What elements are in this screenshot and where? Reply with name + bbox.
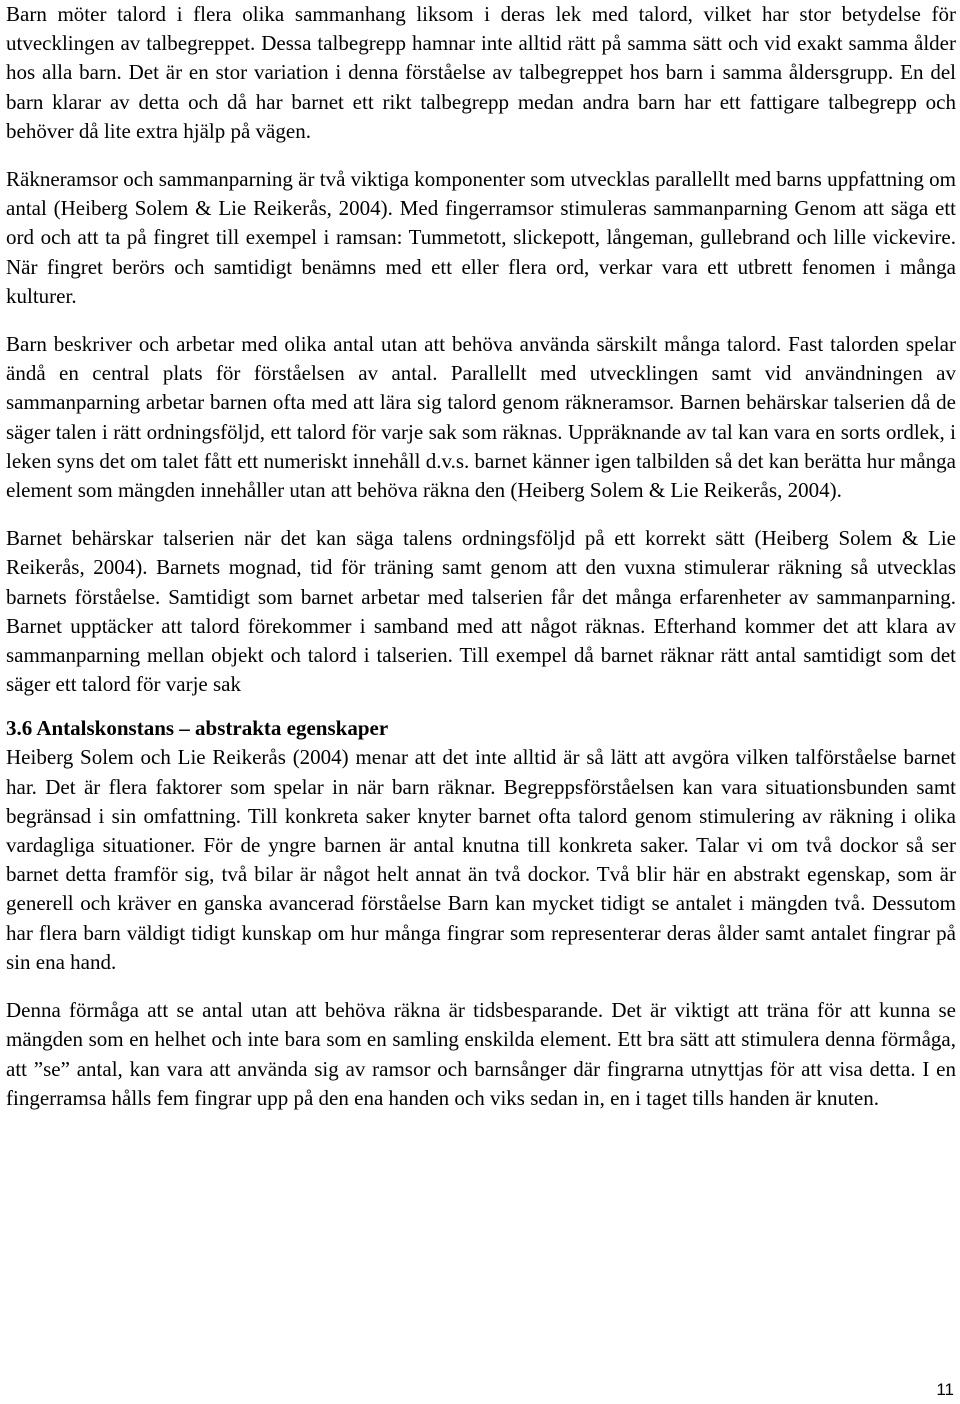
paragraph-talserien: Barnet behärskar talserien när det kan säga talens ordningsföljd på ett korrekt sätt (Heiberg Solem & Lie Reikerås, 2004). Barnets mognad, tid för träning samt genom att den vuxna stimulerar räkning så utvecklas barnets förståelse. Samtidigt som barnet arbetar med talserien får det många erfarenheter av sammanparning. Barnet upptäcker att talord förekommer i samband med att något räknas. Efterhand kommer det att klara av sammanparning mellan objekt och talord i talserien. Till exempel då barnet räknar rätt antal samtidigt som det säger ett talord för varje sak [6, 526, 956, 697]
section-heading: 3.6 Antalskonstans – abstrakta egenskaper [6, 716, 389, 741]
paragraph-antalskonstans: Heiberg Solem och Lie Reikerås (2004) menar att det inte alltid är så lätt att avgöra vilken talförståelse barnet har. Det är flera faktorer som spelar in när barn räknar. Begreppsförståelsen kan vara situationsbunden samt begränsad i sin omfattning. Till konkreta saker knyter barnet ofta talord genom stimulering av räkning i olika vardagliga situationer. För de yngre barnen är antal knutna till konkreta saker. Talar vi om två dockor så ser barnet detta framför sig, två bilar är något helt annat än två dockor. Två blir här en abstrakt egenskap, som är generell och kräver en ganska avancerad förståelse Barn kan mycket tidigt se antalet i mängden två. Dessutom har flera barn väldigt tidigt kunskap om hur många fingrar som representerar deras ålder samt antalet fingrar på sin ena hand. [6, 745, 956, 974]
paragraph-gap [6, 505, 956, 524]
paragraph-gap [6, 977, 956, 996]
document-page [6, 0, 956, 1113]
paragraph-gap [6, 311, 956, 330]
paragraph-gap [6, 699, 956, 713]
paragraph-talord: Barn möter talord i flera olika sammanhang liksom i deras lek med talord, vilket har stor betydelse för utvecklingen av talbegreppet. Dessa talbegrepp hamnar inte alltid rätt på samma sätt och vid exakt samma ålder hos alla barn. Det är en stor variation i denna förståelse av talbegreppet hos barn i samma åldersgrupp. En del barn klarar av detta och då har barnet ett rikt talbegrepp medan andra barn har ett fattigare talbegrepp och behöver då lite extra hjälp på vägen. [6, 2, 956, 143]
paragraph-rakneramsor: Räkneramsor och sammanparning är två viktiga komponenter som utvecklas parallellt med barns uppfattning om antal (Heiberg Solem & Lie Reikerås, 2004). Med fingerramsor stimuleras sammanparning Genom att säga ett ord och att ta på fingret till exempel i ramsan: Tummetott, slickepott, långeman, gullebrand och lille vickevire. När fingret berörs och samtidigt benämns med ett eller flera ord, verkar vara ett utbrett fenomen i många kulturer. [6, 167, 956, 308]
paragraph-formaga: Denna förmåga att se antal utan att behöva räkna är tidsbesparande. Det är viktigt att träna för att kunna se mängden som en helhet och inte bara som en samling enskilda element. Ett bra sätt att stimulera denna förmåga, att ”se” antal, kan vara att använda sig av ramsor och barnsånger där fingrarna utnyttjas för att visa detta. I en fingerramsa hålls fem fingrar upp på den ena handen och viks sedan in, en i taget tills handen är knuten. [6, 998, 956, 1110]
paragraph-gap [6, 146, 956, 165]
paragraph-antal: Barn beskriver och arbetar med olika antal utan att behöva använda särskilt många talord. Fast talorden spelar ändå en central plats för förståelsen av antal. Parallellt med utvecklingen samt vid användningen av sammanparning arbetar barnen ofta med att lära sig talord genom räkneramsor. Barnen behärskar talserien då de säger talen i rätt ordningsföljd, ett talord för varje sak som räknas. Uppräknande av tal kan vara en sorts ordlek, i leken syns det om talet fått ett numeriskt innehåll d.v.s. barnet känner igen talbilden så det kan berätta hur många element som mängden innehåller utan att behöva räkna den (Heiberg Solem & Lie Reikerås, 2004). [6, 332, 956, 503]
page-number: 11 [936, 1380, 954, 1399]
